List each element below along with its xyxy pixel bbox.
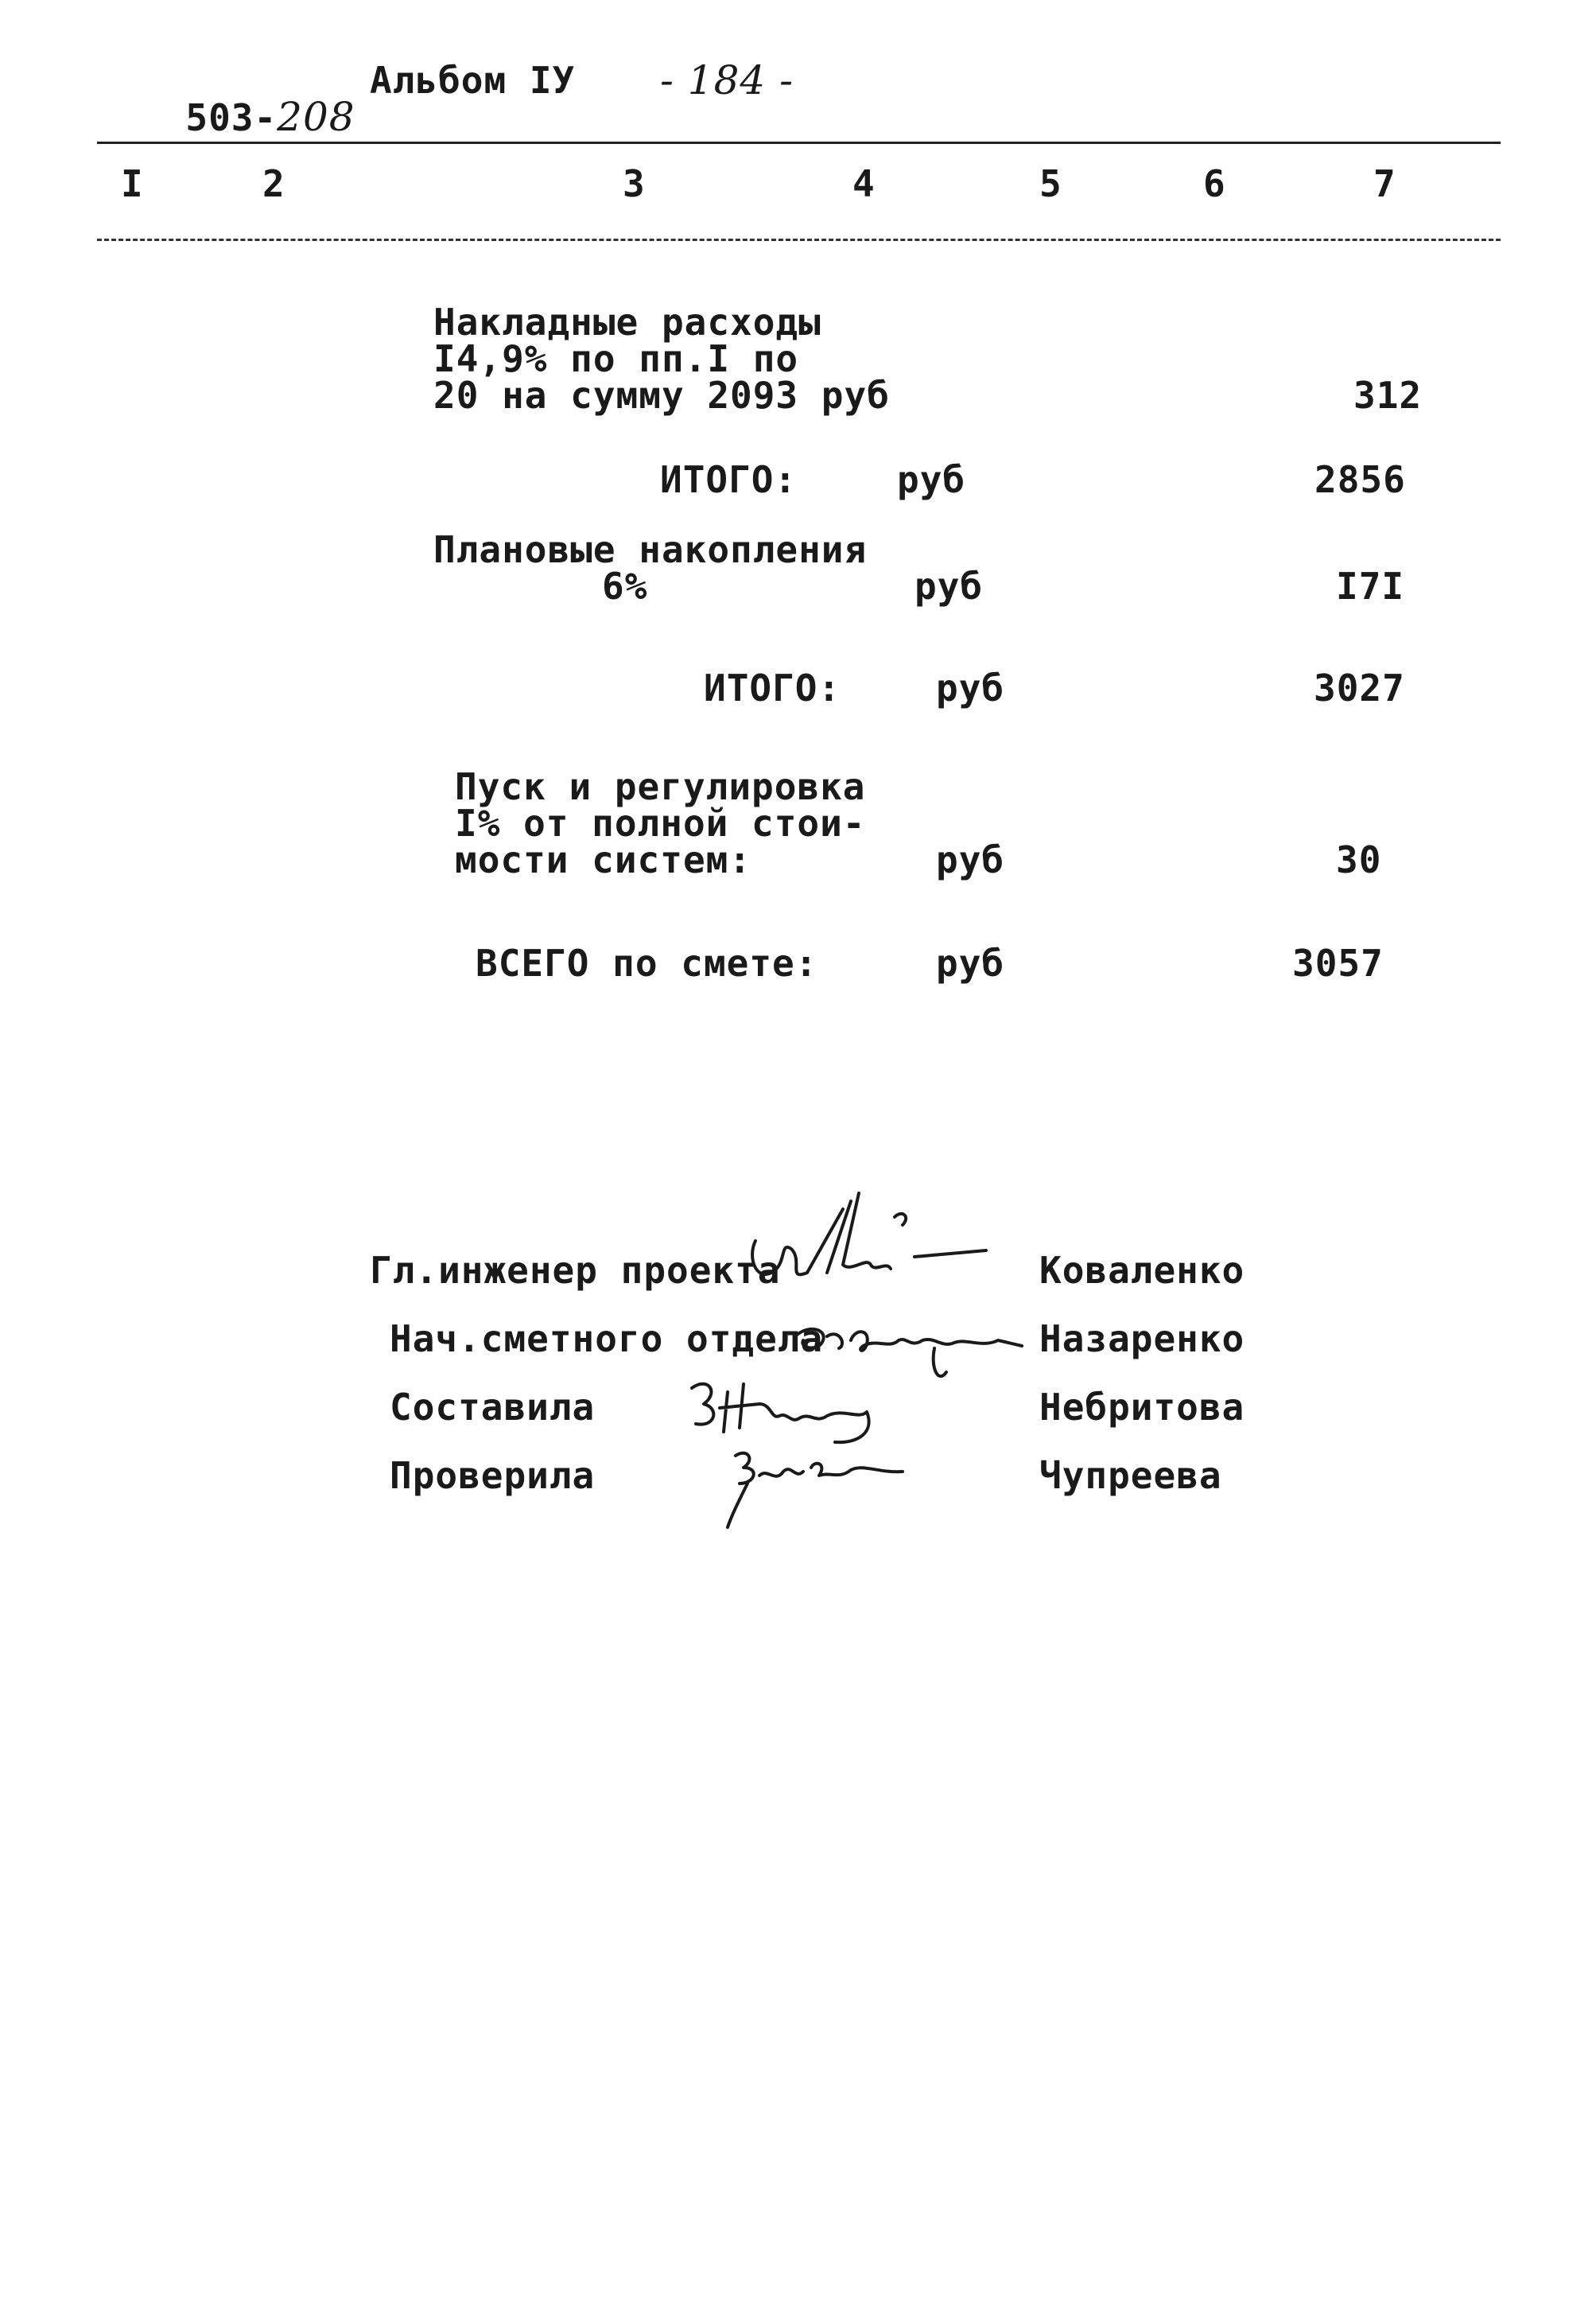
row-planned-value: I7I bbox=[1336, 565, 1405, 608]
column-header-3: 3 bbox=[623, 162, 646, 205]
row-startup-unit: руб bbox=[936, 838, 1005, 881]
column-header-4: 4 bbox=[852, 162, 876, 205]
row-total-unit: руб bbox=[936, 942, 1005, 985]
signature-position-1: Гл.инженер проекта bbox=[370, 1249, 781, 1292]
column-header-2: 2 bbox=[262, 162, 285, 205]
row-startup-line-1: Пуск и регулировка bbox=[455, 765, 866, 808]
doc-number bbox=[140, 62, 355, 140]
column-header-6: 6 bbox=[1203, 162, 1226, 205]
table-top-rule bbox=[97, 142, 1501, 144]
row-planned-line-1: Плановые накопления bbox=[433, 528, 868, 571]
row-overhead-line-2: I4,9% по пп.I по bbox=[433, 337, 799, 380]
row-startup-line-3: мости систем: bbox=[455, 838, 752, 881]
row-total-label: ВСЕГО по смете: bbox=[476, 942, 818, 985]
row-subtotal-2-value: 3027 bbox=[1314, 667, 1405, 710]
column-header-5: 5 bbox=[1039, 162, 1062, 205]
row-overhead-line-1: Накладные расходы bbox=[433, 301, 821, 344]
signature-name-1: Коваленко bbox=[1039, 1249, 1245, 1292]
page-number: - 184 - bbox=[660, 57, 794, 103]
doc-number-handwritten: 208 bbox=[277, 94, 355, 140]
table-header-rule bbox=[97, 239, 1501, 241]
signature-position-2: Нач.сметного отдела bbox=[390, 1317, 824, 1360]
row-subtotal-2-unit: руб bbox=[936, 667, 1005, 710]
signature-name-4: Чупреева bbox=[1039, 1454, 1222, 1497]
row-planned-line-2: 6% bbox=[602, 565, 648, 608]
handwritten-signature-4 bbox=[720, 1440, 926, 1535]
column-header-7: 7 bbox=[1373, 162, 1396, 205]
signature-name-2: Назаренко bbox=[1039, 1317, 1245, 1360]
doc-number-printed: 503- bbox=[185, 96, 278, 139]
signature-position-4: Проверила bbox=[390, 1454, 596, 1497]
signature-name-3: Небритова bbox=[1039, 1386, 1245, 1429]
row-subtotal-1-unit: руб bbox=[897, 458, 966, 501]
column-header-1: I bbox=[121, 162, 144, 205]
handwritten-signature-1 bbox=[732, 1185, 1002, 1305]
row-subtotal-1-label: ИТОГО: bbox=[660, 458, 798, 501]
row-startup-value: 30 bbox=[1336, 838, 1382, 881]
row-subtotal-2-label: ИТОГО: bbox=[704, 667, 841, 710]
album-label: Альбом IУ bbox=[370, 59, 576, 102]
row-planned-unit: руб bbox=[914, 565, 984, 608]
row-total-value: 3057 bbox=[1292, 942, 1384, 985]
row-subtotal-1-value: 2856 bbox=[1314, 458, 1406, 501]
row-overhead-value: 312 bbox=[1353, 374, 1423, 417]
row-startup-line-2: I% от полной стои- bbox=[455, 802, 866, 845]
signature-position-3: Составила bbox=[390, 1386, 596, 1429]
row-overhead-line-3: 20 на сумму 2093 руб bbox=[433, 374, 890, 417]
